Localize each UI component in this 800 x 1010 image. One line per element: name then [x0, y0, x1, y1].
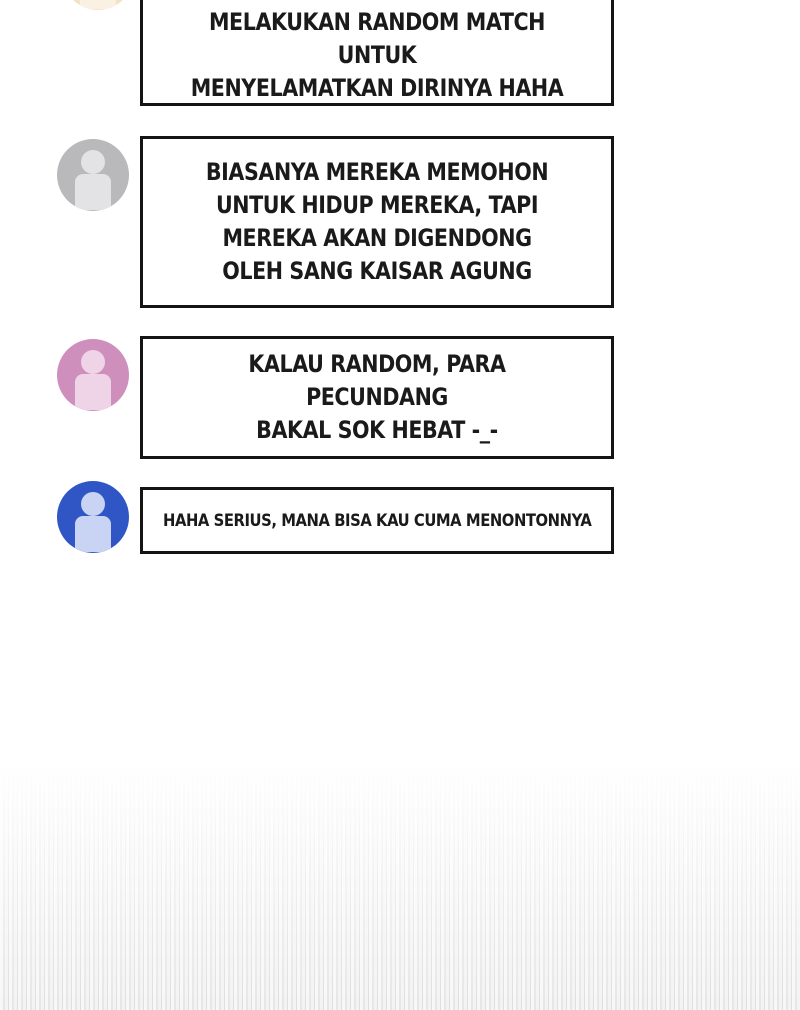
avatar — [57, 139, 129, 211]
avatar — [57, 481, 129, 553]
message-text — [176, 348, 578, 447]
user-avatar-body — [75, 516, 111, 552]
message-text — [176, 6, 578, 105]
avatar — [57, 339, 129, 411]
user-avatar-body — [80, 0, 116, 9]
message-text — [163, 510, 591, 532]
user-avatar-body — [75, 174, 111, 210]
message-bubble — [140, 0, 614, 106]
message-line: UNTUK HIDUP MEREKA, TAPI — [215, 191, 539, 219]
message-line: MELAKUKAN RANDOM MATCH UNTUK — [208, 8, 546, 69]
message-line: MEREKA AKAN DIGENDONG — [222, 224, 532, 252]
message-line: KALAU RANDOM, PARA PECUNDANG — [248, 350, 506, 411]
bottom-fade-decoration — [0, 760, 800, 1010]
user-avatar-icon — [81, 492, 105, 516]
message-bubble — [140, 136, 614, 308]
message-line: OLEH SANG KAISAR AGUNG — [222, 257, 532, 285]
message-line: MENYELAMATKAN DIRINYA HAHA — [190, 74, 564, 102]
user-avatar-icon — [81, 350, 105, 374]
avatar — [62, 0, 134, 10]
message-bubble — [140, 336, 614, 459]
user-avatar-body — [75, 374, 111, 410]
message-line: BAKAL SOK HEBAT -_- — [256, 416, 498, 444]
message-text — [206, 156, 548, 288]
message-bubble — [140, 487, 614, 554]
user-avatar-icon — [81, 150, 105, 174]
message-line: HAHA SERIUS, MANA BISA KAU CUMA MENONTONNYA — [162, 510, 592, 531]
message-line: BIASANYA MEREKA MEMOHON — [205, 158, 549, 186]
